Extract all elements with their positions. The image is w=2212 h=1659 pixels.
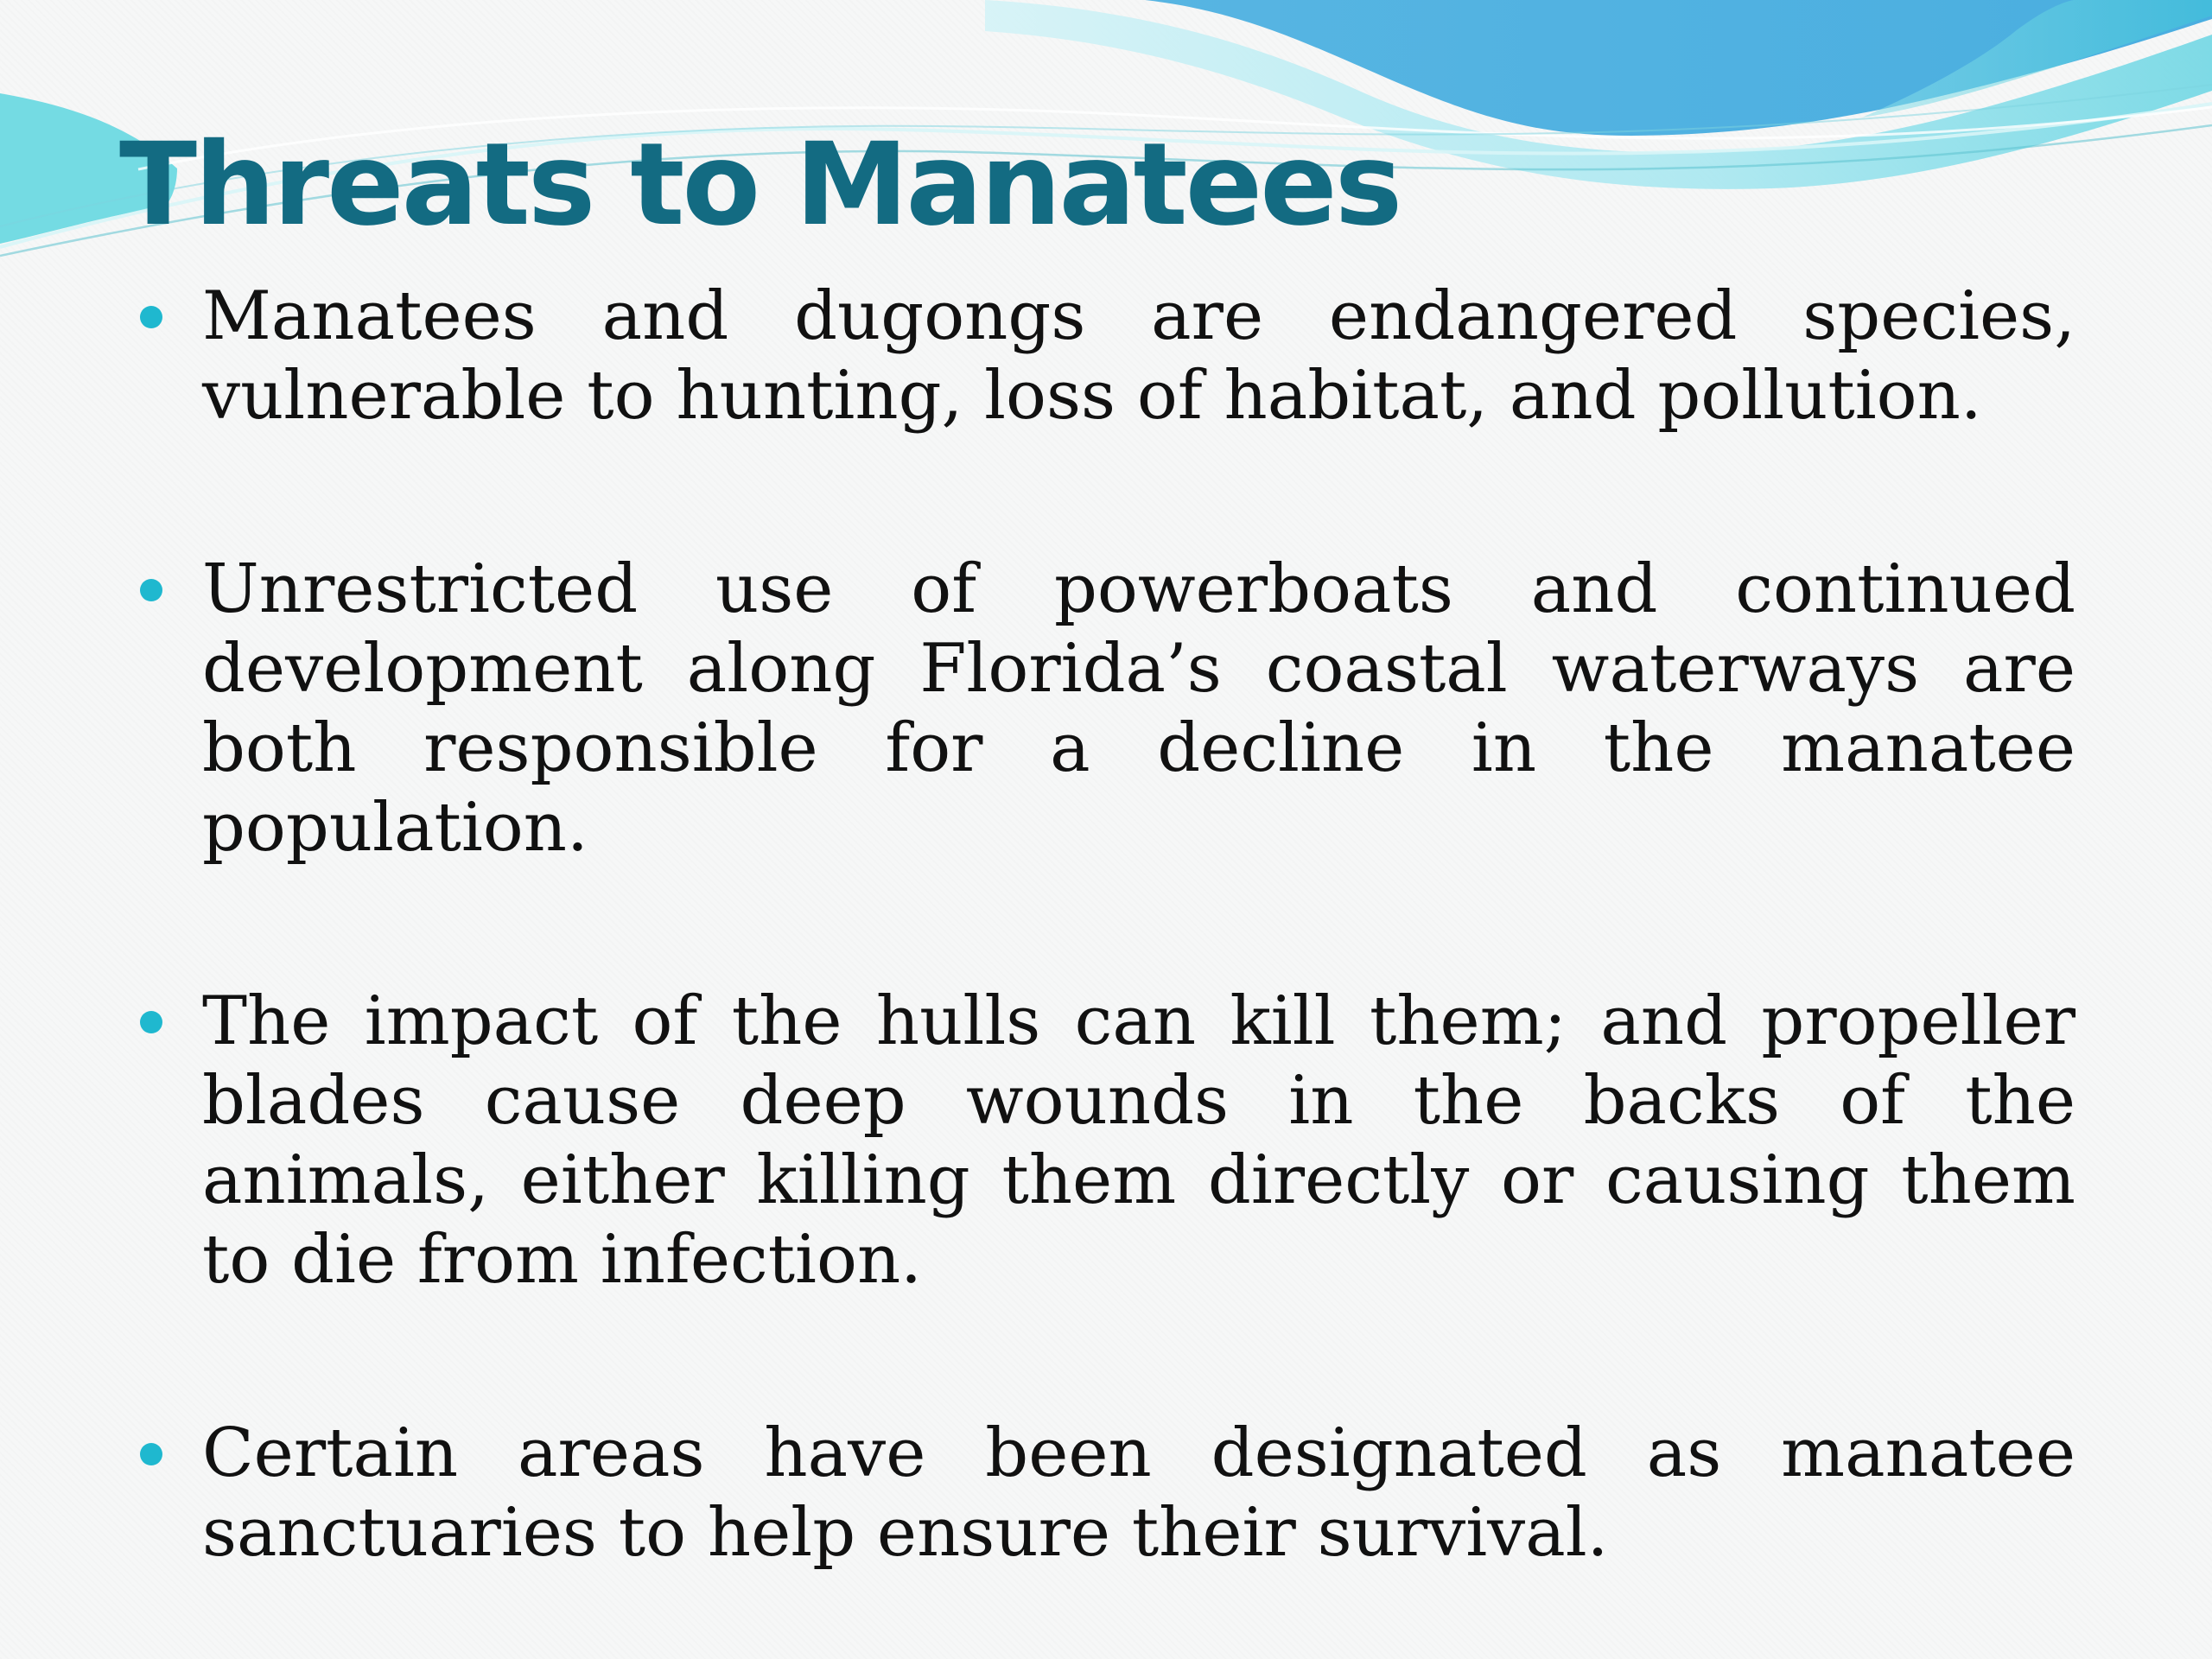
bullet-item	[140, 550, 2075, 868]
dot-bullet-icon	[140, 579, 162, 601]
bullet-item	[140, 982, 2075, 1300]
bullet-list	[140, 276, 2075, 1573]
bullet-text: Certain areas have been designated as manatee sanctuaries to help ensure their survival.	[202, 1414, 2075, 1572]
bullet-item	[140, 1414, 2075, 1573]
dot-bullet-icon	[140, 1443, 162, 1465]
bullet-text: Manatees and dugongs are endangered species, vulnerable to hunting, loss of habitat, and pollution.	[202, 277, 2075, 435]
bullet-item	[140, 276, 2075, 435]
slide-title: Threats to Manatees	[119, 118, 1401, 251]
dot-bullet-icon	[140, 1011, 162, 1033]
bullet-text: The impact of the hulls can kill them; and propeller blades cause deep wounds in the backs of the animals, either killing them directly or causing them to die from infection.	[202, 982, 2075, 1299]
dot-bullet-icon	[140, 306, 162, 328]
bullet-text: Unrestricted use of powerboats and continued development along Florida’s coastal waterways are both responsible for a decline in the manatee population.	[202, 550, 2075, 867]
